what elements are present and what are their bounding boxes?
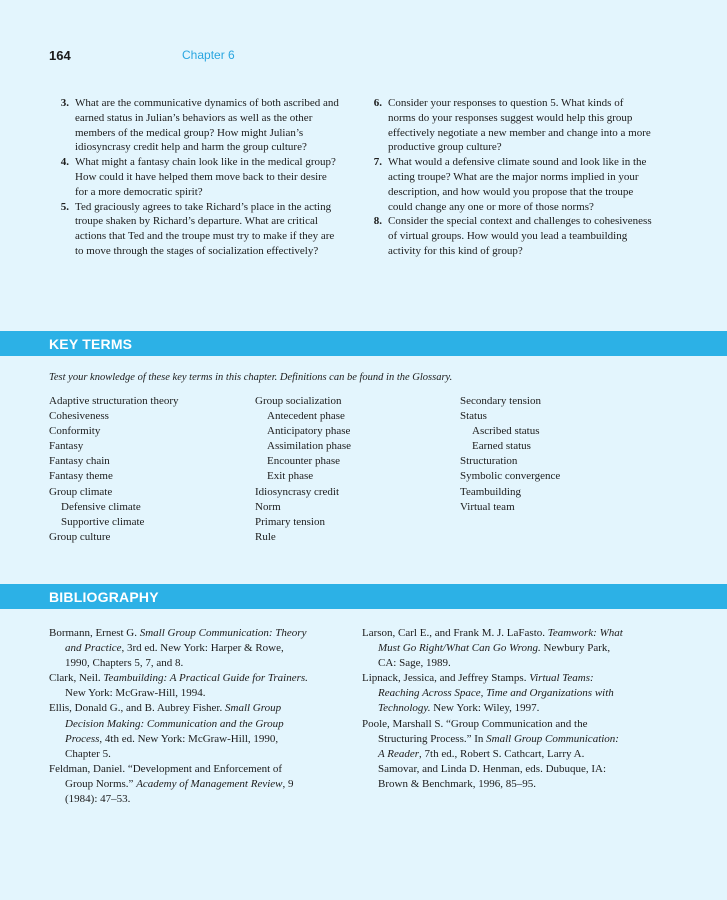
key-terms-column-1 bbox=[49, 394, 179, 545]
question-text: What might a fantasy chain look like in the medical group? How could it have helped them move back to their desire for a more democratic spirit? bbox=[75, 156, 336, 198]
question-text: Consider your responses to question 5. What kinds of norms do your responses suggest would help this group effectively negotiate a new member and change into a more productive group culture? bbox=[388, 97, 651, 154]
bibliography-heading: BIBLIOGRAPHY bbox=[49, 589, 159, 605]
key-term: Status bbox=[460, 410, 487, 423]
questions-left-column bbox=[49, 96, 339, 259]
bib-title: Academy of Management Review bbox=[136, 777, 283, 790]
question-item bbox=[49, 155, 339, 199]
key-terms-intro: Test your knowledge of these key terms in this chapter. Definitions can be found in the Glossary. bbox=[49, 372, 453, 383]
key-subterm: Encounter phase bbox=[267, 455, 340, 468]
key-subterm: Defensive climate bbox=[61, 500, 141, 513]
bib-author: Larson, Carl E., and Frank M. J. LaFasto. bbox=[362, 627, 548, 639]
question-text: What are the communicative dynamics of both ascribed and earned status in Julian’s behaviors as well as the other members of the medical group? How might Julian’s idiosyncrasy credit help and harm the group culture? bbox=[75, 97, 339, 154]
bibliography-entry bbox=[362, 717, 624, 792]
bib-author: Clark, Neil. bbox=[49, 672, 104, 685]
bibliography-entry bbox=[49, 701, 311, 761]
chapter-label: Chapter 6 bbox=[182, 48, 235, 62]
key-terms-column-3 bbox=[460, 394, 560, 515]
question-item bbox=[49, 96, 339, 155]
bibliography-entry bbox=[49, 626, 311, 671]
key-term: Symbolic convergence bbox=[460, 470, 561, 483]
bib-details: New York: McGraw-Hill, 1994. bbox=[65, 687, 206, 700]
question-item bbox=[362, 155, 652, 214]
key-term: Group culture bbox=[49, 530, 111, 543]
bib-details: Newbury Park, CA: Sage, 1989. bbox=[378, 642, 611, 670]
key-term: Teambuilding bbox=[460, 485, 521, 498]
key-term: Fantasy chain bbox=[49, 455, 110, 468]
key-subterm: Ascribed status bbox=[472, 425, 540, 438]
question-item bbox=[362, 214, 652, 258]
bib-title: Teamwork: What Must Go Right/What Can Go Wrong. bbox=[378, 627, 623, 655]
question-text: What would a defensive climate sound and look like in the acting troupe? What are the major norms implied in your description, and how would you propose that the troupe could change any one or more of those norms? bbox=[388, 156, 647, 213]
key-terms-banner bbox=[0, 331, 727, 356]
key-subterm: Supportive climate bbox=[61, 515, 145, 528]
bib-details: , 9 (1984): 47–53. bbox=[65, 777, 294, 806]
bibliography-banner bbox=[0, 584, 727, 609]
bib-author: Bormann, Ernest G. bbox=[49, 627, 140, 639]
key-subterm: Exit phase bbox=[267, 470, 314, 483]
bib-details: New York: Wiley, 1997. bbox=[430, 702, 540, 715]
bib-title: Small Group Communication: Theory and Practice bbox=[65, 627, 307, 655]
bib-title: Teambuilding: A Practical Guide for Trainers. bbox=[103, 672, 308, 685]
bib-details: , 4th ed. New York: McGraw-Hill, 1990, Chapter 5. bbox=[65, 732, 279, 760]
question-number: 3. bbox=[60, 97, 69, 109]
key-term: Fantasy bbox=[49, 440, 84, 453]
key-subterm: Antecedent phase bbox=[267, 410, 345, 423]
bib-title: Small Group Communication: A Reader bbox=[378, 732, 619, 760]
question-text: Consider the special context and challenges to cohesiveness of virtual groups. How would you lead a teambuilding activity for this kind of group? bbox=[388, 215, 652, 257]
key-term: Primary tension bbox=[255, 515, 325, 528]
bib-details: , 3rd ed. New York: Harper & Rowe, 1990, Chapters 5, 7, and 8. bbox=[65, 642, 284, 670]
key-term: Idiosyncrasy credit bbox=[255, 485, 339, 498]
bib-title: Small Group Decision Making: Communication and the Group Process bbox=[65, 702, 284, 745]
key-subterm: Earned status bbox=[472, 440, 531, 453]
bib-author: Feldman, Daniel. “Development and Enforcement of Group Norms.” bbox=[49, 762, 283, 790]
bib-author: Lipnack, Jessica, and Jeffrey Stamps. bbox=[362, 672, 530, 685]
key-term: Virtual team bbox=[460, 500, 515, 513]
key-term: Norm bbox=[255, 500, 281, 513]
bibliography-right-column bbox=[362, 626, 624, 792]
key-term: Group socialization bbox=[255, 395, 342, 407]
key-term: Adaptive structuration theory bbox=[49, 395, 179, 407]
key-subterm: Anticipatory phase bbox=[267, 425, 351, 438]
question-item bbox=[49, 200, 339, 259]
bibliography-left-column bbox=[49, 626, 311, 807]
key-term: Secondary tension bbox=[460, 395, 541, 407]
key-term: Conformity bbox=[49, 425, 101, 438]
question-number: 6. bbox=[373, 97, 382, 109]
bibliography-entry bbox=[362, 626, 624, 671]
key-term: Cohesiveness bbox=[49, 410, 109, 423]
question-number: 8. bbox=[373, 215, 382, 228]
question-text: Ted graciously agrees to take Richard’s place in the acting troupe shaken by Richard’s departure. What are critical actions that Ted and the troupe must try to make if they are to move through the stages of socialization effectively? bbox=[75, 200, 335, 257]
key-terms-heading: KEY TERMS bbox=[49, 336, 133, 352]
bib-title: Virtual Teams: Reaching Across Space, Time and Organizations with Technology. bbox=[378, 672, 614, 715]
key-term: Rule bbox=[255, 530, 276, 543]
question-number: 5. bbox=[60, 200, 69, 213]
bibliography-entry bbox=[362, 671, 624, 716]
key-term: Group climate bbox=[49, 485, 113, 498]
key-subterm: Assimilation phase bbox=[267, 440, 352, 453]
question-number: 7. bbox=[373, 156, 382, 169]
key-term: Structuration bbox=[460, 455, 518, 468]
page-number: 164 bbox=[49, 48, 71, 63]
bib-author: Poole, Marshall S. “Group Communication and the Structuring Process.” In bbox=[362, 717, 588, 745]
question-item bbox=[362, 96, 652, 155]
bib-author: Ellis, Donald G., and B. Aubrey Fisher. bbox=[49, 702, 225, 715]
key-term: Fantasy theme bbox=[49, 470, 113, 483]
question-number: 4. bbox=[60, 156, 69, 169]
questions-right-column bbox=[362, 96, 652, 259]
bibliography-entry bbox=[49, 762, 311, 807]
key-terms-column-2 bbox=[255, 394, 351, 545]
bibliography-entry bbox=[49, 671, 311, 701]
bib-details: , 7th ed., Robert S. Cathcart, Larry A. Samovar, and Linda D. Henman, eds. Dubuque, IA: Brown & Benchmark, 1996, 85–95. bbox=[378, 747, 607, 790]
